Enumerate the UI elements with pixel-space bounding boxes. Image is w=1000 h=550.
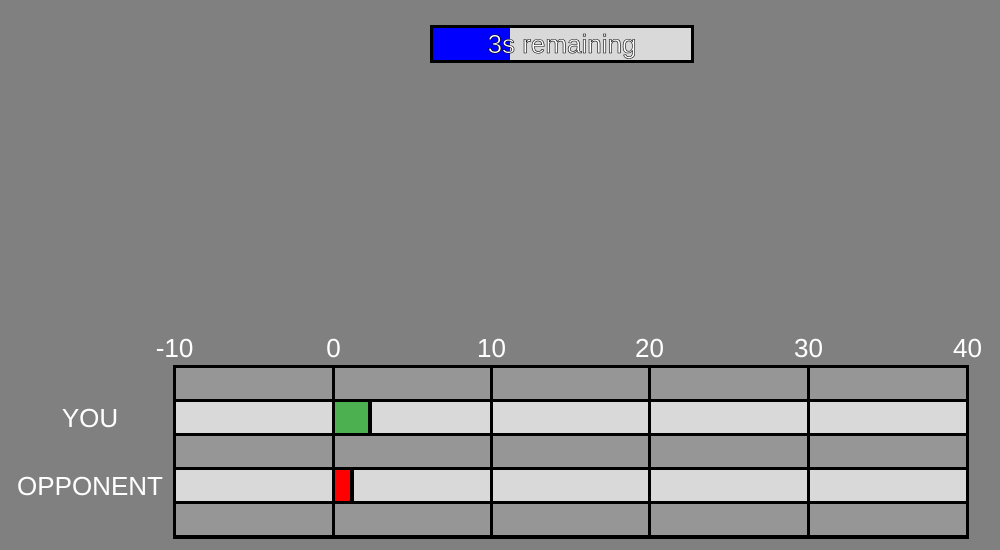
- board-cell: [651, 368, 807, 399]
- board-cell: [335, 436, 490, 467]
- axis-tick-label: 40: [953, 333, 982, 363]
- board-cell: [651, 504, 807, 535]
- opponent-score-marker: [335, 470, 354, 501]
- board-cell: [493, 402, 648, 433]
- you-score-marker: [335, 402, 372, 433]
- board-cell: [810, 436, 966, 467]
- timer-label: 3s remaining: [487, 29, 637, 59]
- board-cell: [176, 504, 332, 535]
- board-cell: [176, 402, 332, 433]
- axis-tick-label: 30: [794, 333, 823, 363]
- opponent-label: OPPONENT: [17, 471, 163, 501]
- board-cell: [810, 402, 966, 433]
- board-cell: [493, 436, 648, 467]
- board-cell: [493, 470, 648, 501]
- axis-tick-label: -10: [155, 333, 194, 363]
- axis-tick-label: 20: [635, 333, 664, 363]
- board-cell: [176, 470, 332, 501]
- board-cell: [176, 436, 332, 467]
- board-cell: [810, 368, 966, 399]
- you-label: YOU: [61, 403, 119, 433]
- board-cell: [493, 368, 648, 399]
- board-cell: [651, 402, 807, 433]
- board-cell: [176, 368, 332, 399]
- axis-tick-label: 10: [477, 333, 506, 363]
- board-cell: [335, 470, 490, 501]
- board-cell: [810, 470, 966, 501]
- board-cell: [335, 368, 490, 399]
- board-cell: [651, 470, 807, 501]
- board-cell: [810, 504, 966, 535]
- timer-bar: [430, 25, 694, 63]
- axis-tick-label: 0: [326, 333, 341, 363]
- board-cell: [335, 504, 490, 535]
- board-cell: [651, 436, 807, 467]
- board-cell: [493, 504, 648, 535]
- score-board: [173, 365, 969, 539]
